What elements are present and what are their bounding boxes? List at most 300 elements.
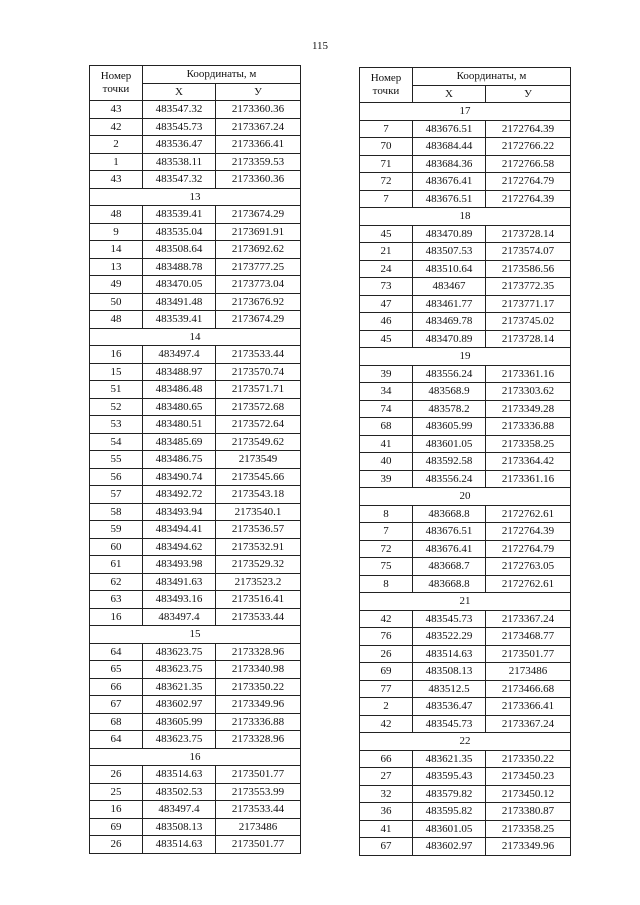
x-coordinate: 483676.51 (413, 190, 486, 208)
x-coordinate: 483595.82 (413, 803, 486, 821)
table-row (360, 558, 571, 576)
x-coordinate: 483469.78 (413, 313, 486, 331)
x-coordinate: 483507.53 (413, 243, 486, 261)
table-row (360, 610, 571, 628)
y-column-header: У (486, 85, 571, 103)
section-number: 21 (360, 593, 571, 611)
y-coordinate: 2173533.44 (216, 801, 301, 819)
table-row (90, 731, 301, 749)
table-row (90, 381, 301, 399)
x-coordinate: 483492.72 (143, 486, 216, 504)
point-number: 21 (360, 243, 413, 261)
point-number: 45 (360, 330, 413, 348)
table-row (360, 435, 571, 453)
y-coordinate: 2173777.25 (216, 258, 301, 276)
x-column-header: X (143, 83, 216, 101)
y-coordinate: 2172763.05 (486, 558, 571, 576)
table-row (360, 715, 571, 733)
table-row (90, 713, 301, 731)
x-coordinate: 483668.8 (413, 575, 486, 593)
x-coordinate: 483579.82 (413, 785, 486, 803)
x-coordinate: 483491.48 (143, 293, 216, 311)
table-row (90, 696, 301, 714)
x-coordinate: 483493.94 (143, 503, 216, 521)
coordinates-table-right (359, 67, 571, 856)
table-row (90, 153, 301, 171)
y-coordinate: 2173367.24 (486, 715, 571, 733)
x-coordinate: 483668.8 (413, 505, 486, 523)
table-row (360, 523, 571, 541)
x-coordinate: 483480.65 (143, 398, 216, 416)
section-row (90, 328, 301, 346)
table-row (90, 433, 301, 451)
table-row (360, 470, 571, 488)
table-row (90, 836, 301, 854)
point-label-line1: Номер (370, 72, 402, 84)
point-number: 42 (360, 715, 413, 733)
y-coordinate: 2173533.44 (216, 346, 301, 364)
point-number: 7 (360, 190, 413, 208)
y-coordinate: 2172764.79 (486, 540, 571, 558)
section-row (360, 488, 571, 506)
point-number: 72 (360, 173, 413, 191)
table-row (90, 818, 301, 836)
point-number: 34 (360, 383, 413, 401)
x-coordinate: 483491.63 (143, 573, 216, 591)
point-number: 72 (360, 540, 413, 558)
section-number: 16 (90, 748, 301, 766)
table-row (360, 383, 571, 401)
table-row (90, 486, 301, 504)
section-row (360, 103, 571, 121)
point-number: 7 (360, 120, 413, 138)
y-coordinate: 2173360.36 (216, 171, 301, 189)
y-coordinate: 2173349.96 (486, 838, 571, 856)
point-number: 63 (90, 591, 143, 609)
section-number: 19 (360, 348, 571, 366)
point-number: 47 (360, 295, 413, 313)
table-row (360, 138, 571, 156)
y-coordinate: 2173572.68 (216, 398, 301, 416)
y-coordinate: 2173367.24 (216, 118, 301, 136)
table-row (90, 346, 301, 364)
y-coordinate: 2173361.16 (486, 470, 571, 488)
section-row (90, 626, 301, 644)
point-number: 50 (90, 293, 143, 311)
y-coordinate: 2173450.23 (486, 768, 571, 786)
y-coordinate: 2173501.77 (486, 645, 571, 663)
y-coordinate: 2172764.39 (486, 120, 571, 138)
x-coordinate: 483486.48 (143, 381, 216, 399)
y-coordinate: 2173772.35 (486, 278, 571, 296)
y-coordinate: 2172766.58 (486, 155, 571, 173)
section-number: 14 (90, 328, 301, 346)
y-coordinate: 2173676.92 (216, 293, 301, 311)
section-number: 22 (360, 733, 571, 751)
table-row (360, 120, 571, 138)
x-coordinate: 483490.74 (143, 468, 216, 486)
table-row (360, 155, 571, 173)
point-number: 41 (360, 820, 413, 838)
point-number: 40 (360, 453, 413, 471)
x-coordinate: 483676.51 (413, 523, 486, 541)
point-number: 48 (90, 206, 143, 224)
table-row (360, 190, 571, 208)
table-row (90, 503, 301, 521)
y-coordinate: 2173486 (486, 663, 571, 681)
point-number: 13 (90, 258, 143, 276)
x-coordinate: 483595.43 (413, 768, 486, 786)
point-number: 71 (360, 155, 413, 173)
point-number: 39 (360, 470, 413, 488)
x-coordinate: 483522.29 (413, 628, 486, 646)
y-coordinate: 2173728.14 (486, 225, 571, 243)
left-table-body (90, 101, 301, 854)
point-number: 53 (90, 416, 143, 434)
x-column-header: X (413, 85, 486, 103)
point-number: 74 (360, 400, 413, 418)
x-coordinate: 483497.4 (143, 346, 216, 364)
x-coordinate: 483510.64 (413, 260, 486, 278)
x-coordinate: 483485.69 (143, 433, 216, 451)
point-number: 27 (360, 768, 413, 786)
y-coordinate: 2173328.96 (216, 643, 301, 661)
table-row (90, 276, 301, 294)
section-row (360, 348, 571, 366)
point-label-line2: точки (102, 83, 130, 95)
table-row (360, 505, 571, 523)
y-coordinate: 2173336.88 (486, 418, 571, 436)
y-coordinate: 2173745.02 (486, 313, 571, 331)
point-number: 73 (360, 278, 413, 296)
y-coordinate: 2173516.41 (216, 591, 301, 609)
table-row (90, 661, 301, 679)
y-coordinate: 2173361.16 (486, 365, 571, 383)
y-coordinate: 2173366.41 (486, 698, 571, 716)
point-number: 68 (360, 418, 413, 436)
point-number: 75 (360, 558, 413, 576)
point-number: 67 (90, 696, 143, 714)
x-coordinate: 483623.75 (143, 643, 216, 661)
point-number: 51 (90, 381, 143, 399)
y-coordinate: 2173466.68 (486, 680, 571, 698)
table-row (360, 225, 571, 243)
x-coordinate: 483488.78 (143, 258, 216, 276)
y-coordinate: 2173501.77 (216, 766, 301, 784)
table-row (360, 243, 571, 261)
table-row (360, 628, 571, 646)
x-coordinate: 483470.89 (413, 330, 486, 348)
x-coordinate: 483602.97 (143, 696, 216, 714)
table-row (360, 803, 571, 821)
y-coordinate: 2173543.18 (216, 486, 301, 504)
table-row (90, 398, 301, 416)
point-number: 26 (360, 645, 413, 663)
point-number: 43 (90, 101, 143, 119)
y-column-header: У (216, 83, 301, 101)
point-number: 57 (90, 486, 143, 504)
point-number: 49 (90, 276, 143, 294)
x-coordinate: 483568.9 (413, 383, 486, 401)
table-row (90, 206, 301, 224)
point-number: 55 (90, 451, 143, 469)
point-number: 64 (90, 731, 143, 749)
point-number: 69 (90, 818, 143, 836)
point-number: 14 (90, 241, 143, 259)
x-coordinate: 483602.97 (413, 838, 486, 856)
y-coordinate: 2173349.96 (216, 696, 301, 714)
point-number-header (90, 66, 143, 101)
x-coordinate: 483592.58 (413, 453, 486, 471)
table-row (360, 820, 571, 838)
table-row (90, 783, 301, 801)
x-coordinate: 483494.62 (143, 538, 216, 556)
point-number: 52 (90, 398, 143, 416)
x-coordinate: 483623.75 (143, 661, 216, 679)
x-coordinate: 483508.64 (143, 241, 216, 259)
x-coordinate: 483502.53 (143, 783, 216, 801)
point-number: 36 (360, 803, 413, 821)
table-row (360, 418, 571, 436)
table-row (360, 365, 571, 383)
table-row (90, 591, 301, 609)
x-coordinate: 483545.73 (143, 118, 216, 136)
y-coordinate: 2173540.1 (216, 503, 301, 521)
x-coordinate: 483480.51 (143, 416, 216, 434)
point-number: 59 (90, 521, 143, 539)
table-row (90, 556, 301, 574)
right-table-body (360, 103, 571, 856)
point-number: 25 (90, 783, 143, 801)
table-row (90, 766, 301, 784)
x-coordinate: 483601.05 (413, 820, 486, 838)
point-number: 41 (360, 435, 413, 453)
x-coordinate: 483676.51 (413, 120, 486, 138)
table-row (360, 768, 571, 786)
table-row (360, 785, 571, 803)
x-coordinate: 483545.73 (413, 610, 486, 628)
point-label-line2: точки (372, 85, 400, 97)
y-coordinate: 2173336.88 (216, 713, 301, 731)
point-number: 56 (90, 468, 143, 486)
table-row (90, 363, 301, 381)
table-row (360, 645, 571, 663)
table-row (90, 416, 301, 434)
x-coordinate: 483497.4 (143, 608, 216, 626)
point-number: 42 (360, 610, 413, 628)
x-coordinate: 483605.99 (413, 418, 486, 436)
x-coordinate: 483547.32 (143, 171, 216, 189)
y-coordinate: 2173468.77 (486, 628, 571, 646)
y-coordinate: 2173574.07 (486, 243, 571, 261)
x-coordinate: 483676.41 (413, 540, 486, 558)
x-coordinate: 483467 (413, 278, 486, 296)
x-coordinate: 483539.41 (143, 206, 216, 224)
x-coordinate: 483493.98 (143, 556, 216, 574)
x-coordinate: 483684.44 (413, 138, 486, 156)
point-number: 2 (90, 136, 143, 154)
point-number: 58 (90, 503, 143, 521)
point-number: 16 (90, 346, 143, 364)
point-number: 66 (90, 678, 143, 696)
section-number: 20 (360, 488, 571, 506)
table-row (360, 698, 571, 716)
x-coordinate: 483676.41 (413, 173, 486, 191)
y-coordinate: 2173674.29 (216, 206, 301, 224)
y-coordinate: 2173360.36 (216, 101, 301, 119)
point-number: 69 (360, 663, 413, 681)
x-coordinate: 483497.4 (143, 801, 216, 819)
table-row (360, 453, 571, 471)
x-coordinate: 483547.32 (143, 101, 216, 119)
point-number: 1 (90, 153, 143, 171)
point-number: 7 (360, 523, 413, 541)
x-coordinate: 483621.35 (413, 750, 486, 768)
table-row (360, 278, 571, 296)
x-coordinate: 483514.63 (413, 645, 486, 663)
point-number: 48 (90, 311, 143, 329)
x-coordinate: 483536.47 (413, 698, 486, 716)
point-number: 60 (90, 538, 143, 556)
y-coordinate: 2173728.14 (486, 330, 571, 348)
point-number: 65 (90, 661, 143, 679)
x-coordinate: 483684.36 (413, 155, 486, 173)
table-row (360, 540, 571, 558)
y-coordinate: 2173340.98 (216, 661, 301, 679)
y-coordinate: 2173350.22 (216, 678, 301, 696)
table-row (90, 608, 301, 626)
x-coordinate: 483623.75 (143, 731, 216, 749)
x-coordinate: 483470.89 (413, 225, 486, 243)
y-coordinate: 2173486 (216, 818, 301, 836)
y-coordinate: 2172762.61 (486, 575, 571, 593)
table-row (360, 838, 571, 856)
section-number: 15 (90, 626, 301, 644)
section-row (360, 208, 571, 226)
point-number: 76 (360, 628, 413, 646)
table-row (360, 750, 571, 768)
table-row (90, 171, 301, 189)
point-number: 2 (360, 698, 413, 716)
point-number: 62 (90, 573, 143, 591)
x-coordinate: 483621.35 (143, 678, 216, 696)
point-number: 64 (90, 643, 143, 661)
point-number: 61 (90, 556, 143, 574)
point-number: 16 (90, 608, 143, 626)
y-coordinate: 2173450.12 (486, 785, 571, 803)
section-number: 17 (360, 103, 571, 121)
section-row (360, 733, 571, 751)
point-number: 67 (360, 838, 413, 856)
table-row (90, 223, 301, 241)
section-row (360, 593, 571, 611)
y-coordinate: 2173380.87 (486, 803, 571, 821)
table-row (360, 663, 571, 681)
table-row (90, 451, 301, 469)
y-coordinate: 2173366.41 (216, 136, 301, 154)
table-row (360, 400, 571, 418)
y-coordinate: 2173532.91 (216, 538, 301, 556)
x-coordinate: 483514.63 (143, 766, 216, 784)
y-coordinate: 2172762.61 (486, 505, 571, 523)
section-row (90, 188, 301, 206)
section-number: 18 (360, 208, 571, 226)
y-coordinate: 2173303.62 (486, 383, 571, 401)
table-row (90, 118, 301, 136)
table-row (90, 293, 301, 311)
table-row (360, 173, 571, 191)
point-number: 15 (90, 363, 143, 381)
point-number: 77 (360, 680, 413, 698)
y-coordinate: 2173501.77 (216, 836, 301, 854)
table-row (360, 330, 571, 348)
x-coordinate: 483508.13 (143, 818, 216, 836)
point-number: 43 (90, 171, 143, 189)
y-coordinate: 2173358.25 (486, 435, 571, 453)
table-row (90, 101, 301, 119)
y-coordinate: 2172764.39 (486, 523, 571, 541)
y-coordinate: 2173549 (216, 451, 301, 469)
y-coordinate: 2173691.91 (216, 223, 301, 241)
x-coordinate: 483539.41 (143, 311, 216, 329)
point-number: 24 (360, 260, 413, 278)
x-coordinate: 483556.24 (413, 470, 486, 488)
x-coordinate: 483535.04 (143, 223, 216, 241)
y-coordinate: 2173359.53 (216, 153, 301, 171)
y-coordinate: 2173349.28 (486, 400, 571, 418)
table-row (360, 680, 571, 698)
point-number: 39 (360, 365, 413, 383)
table-row (360, 313, 571, 331)
x-coordinate: 483514.63 (143, 836, 216, 854)
y-coordinate: 2173364.42 (486, 453, 571, 471)
point-number: 32 (360, 785, 413, 803)
point-number: 42 (90, 118, 143, 136)
x-coordinate: 483508.13 (413, 663, 486, 681)
x-coordinate: 483538.11 (143, 153, 216, 171)
point-number: 68 (90, 713, 143, 731)
coordinates-header: Координаты, м (143, 66, 301, 84)
x-coordinate: 483494.41 (143, 521, 216, 539)
y-coordinate: 2173536.57 (216, 521, 301, 539)
y-coordinate: 2173358.25 (486, 820, 571, 838)
x-coordinate: 483605.99 (143, 713, 216, 731)
y-coordinate: 2173328.96 (216, 731, 301, 749)
table-row (360, 575, 571, 593)
point-number: 66 (360, 750, 413, 768)
x-coordinate: 483668.7 (413, 558, 486, 576)
table-row (360, 295, 571, 313)
x-coordinate: 483493.16 (143, 591, 216, 609)
table-row (90, 468, 301, 486)
point-number: 8 (360, 505, 413, 523)
x-coordinate: 483488.97 (143, 363, 216, 381)
y-coordinate: 2173571.71 (216, 381, 301, 399)
x-coordinate: 483512.5 (413, 680, 486, 698)
coordinates-header: Координаты, м (413, 68, 571, 86)
section-row (90, 748, 301, 766)
y-coordinate: 2173545.66 (216, 468, 301, 486)
point-number: 26 (90, 836, 143, 854)
point-label-line1: Номер (100, 70, 132, 82)
point-number: 46 (360, 313, 413, 331)
table-row (90, 311, 301, 329)
coordinates-table-left (89, 65, 301, 854)
y-coordinate: 2173570.74 (216, 363, 301, 381)
x-coordinate: 483470.05 (143, 276, 216, 294)
table-row (90, 136, 301, 154)
y-coordinate: 2173533.44 (216, 608, 301, 626)
